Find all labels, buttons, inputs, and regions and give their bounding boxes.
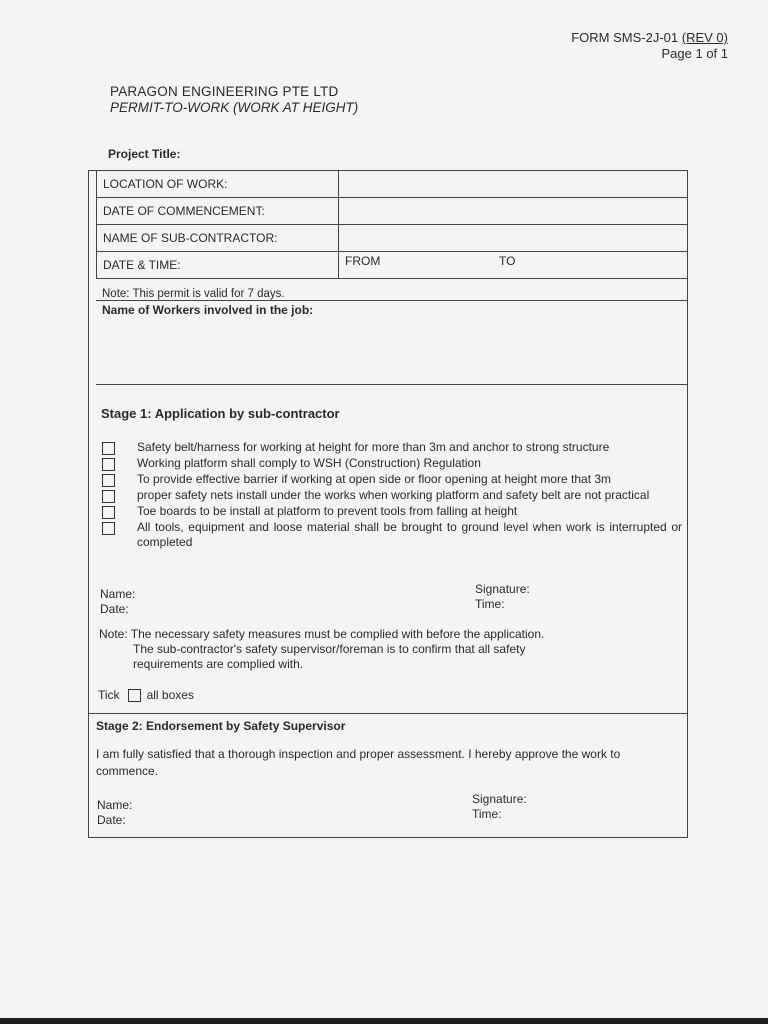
divider [88,713,688,714]
checklist-item [102,504,682,519]
form-code: FORM SMS-2J-01 [571,30,679,45]
stage1-date-label: Date: [100,602,129,616]
checkbox[interactable] [102,522,115,535]
revision: (REV 0) [681,30,728,45]
note-line: The sub-contractor's safety supervisor/foreman is to confirm that all safety [133,642,526,656]
workers-label: Name of Workers involved in the job: [102,303,314,317]
datetime-field[interactable] [339,252,688,279]
to-label: TO [499,254,516,268]
location-field[interactable] [339,171,688,198]
checklist-item-label: Safety belt/harness for working at height for more than 3m and anchor to strong structure [137,440,610,454]
checklist-item-label: Working platform shall comply to WSH (Construction) Regulation [137,456,481,470]
stage2-date-label: Date: [97,813,126,827]
stage1-name-label: Name: [100,587,136,601]
divider [96,300,688,301]
location-label: LOCATION OF WORK: [97,171,339,198]
checkbox[interactable] [102,458,115,471]
approval-statement: I am fully satisfied that a thorough inspection and proper assessment. I hereby approve the work to commence. [96,747,621,778]
page-number: Page 1 of 1 [661,46,728,61]
stage1-title: Stage 1: Application by sub-contractor [101,406,340,421]
checklist-item-label: All tools, equipment and loose material shall be brought to ground level when work is interrupted or completed [137,520,682,549]
table-row [97,252,688,279]
checkbox[interactable] [128,689,141,702]
stage2-time-label: Time: [472,807,502,821]
checklist [102,440,682,550]
subcontractor-field[interactable] [339,225,688,252]
stage1-time-label: Time: [475,597,505,611]
stage2-signature-label: Signature: [472,792,527,806]
divider [96,384,688,385]
table-row [97,198,688,225]
checklist-item [102,488,682,503]
note-line: requirements are complied with. [133,657,304,671]
company-name: PARAGON ENGINEERING PTE LTD [110,84,339,99]
stage2-name-label: Name: [97,798,133,812]
scan-edge [0,1018,768,1024]
checkbox[interactable] [102,442,115,455]
subcontractor-label: NAME OF SUB-CONTRACTOR: [97,225,339,252]
checklist-item-label: Toe boards to be install at platform to prevent tools from falling at height [137,504,518,518]
stage1-signature-label: Signature: [475,582,530,596]
note-line: Note: The necessary safety measures must be complied with before the application. [99,627,545,641]
from-label: FROM [345,254,381,268]
checkbox[interactable] [102,506,115,519]
checkbox[interactable] [102,474,115,487]
stage2-title: Stage 2: Endorsement by Safety Supervisor [96,719,346,733]
checklist-item-label: proper safety nets install under the works when working platform and safety belt are not practical [137,488,650,502]
tick-suffix: all boxes [146,688,194,702]
stage1-note [99,627,544,672]
checklist-item-label: To provide effective barrier if working at open side or floor opening at height more that 3m [137,472,612,486]
form-subtitle: PERMIT-TO-WORK (WORK AT HEIGHT) [110,100,359,115]
info-table [96,170,688,279]
project-title-label: Project Title: [108,147,181,161]
tick-instruction [98,688,194,702]
commencement-label: DATE OF COMMENCEMENT: [97,198,339,225]
datetime-label: DATE & TIME: [97,252,339,279]
validity-note: Note: This permit is valid for 7 days. [102,288,285,300]
form-code-block [571,30,728,62]
checklist-item [102,440,682,455]
commencement-field[interactable] [339,198,688,225]
checklist-item [102,520,682,550]
table-row [97,171,688,198]
checkbox[interactable] [102,490,115,503]
checklist-item [102,472,682,487]
checklist-item [102,456,682,471]
table-row [97,225,688,252]
tick-label: Tick [98,688,120,702]
